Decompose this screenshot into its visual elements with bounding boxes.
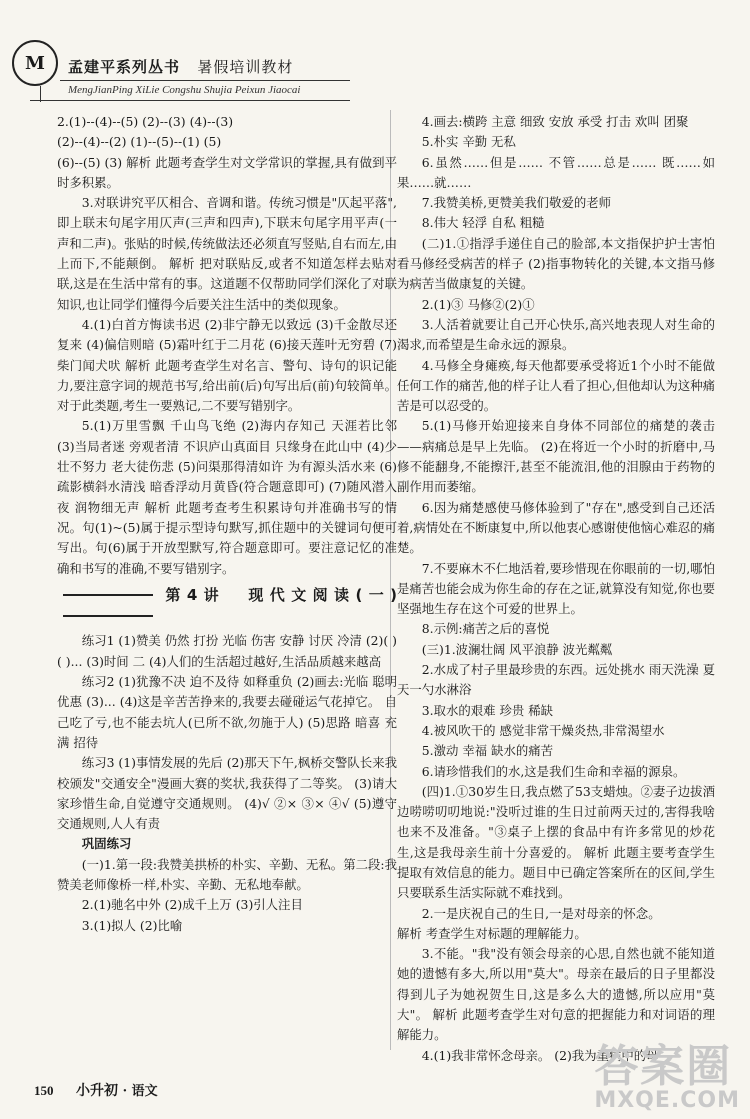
watermark [594, 1041, 740, 1113]
exercise-item: (一)1.第一段:我赞美拱桥的朴实、辛勤、无私。第二段:我赞美老师像桥一样,朴实、辛勤、无私地奉献。 [57, 856, 397, 892]
series-title [68, 56, 293, 77]
answer-item: 8.伟大 轻浮 自私 粗糙 [421, 215, 545, 231]
heading-rule-left [63, 594, 153, 596]
page-header [0, 0, 750, 108]
lesson-heading [57, 585, 397, 626]
footer-book-title: 小升初 [76, 1083, 119, 1099]
watermark-text: 答案圈 [594, 1041, 733, 1092]
lesson-title: 现代文阅读(一) [248, 585, 398, 604]
answer-analysis: 解析 考查学生对标题的理解能力。 [397, 925, 587, 941]
answer-item: 3.不能。"我"没有领会母亲的心思,自然也就不能知道她的遗憾有多大,所以用"莫大"。母亲在最后的日子里都没得到儿子为她祝贺生日,这是多么大的遗憾,所以应用"莫大"。 解析 此题考查学生对句意的把握能力和对词语的理解能力。 [397, 946, 715, 1043]
answer-item: (6)--(5) (3) 解析 此题考查学生对文学常识的掌握,具有做到平时多积累。 [57, 154, 397, 190]
answer-item: 2.一是庆祝自己的生日,一是对母亲的怀念。 [421, 905, 661, 921]
answer-item: 4.画去:横跨 主意 细致 安放 承受 打击 欢叫 团聚 [421, 114, 689, 129]
answer-item: 3.取水的艰难 珍贵 稀缺 [421, 702, 554, 718]
answer-item: 5.(1)万里雪飘 千山鸟飞绝 (2)海内存知己 天涯若比邻 (3)当局者迷 旁观者清 不识庐山真面目 只缘身在此山中 (4)少壮不努力 老大徒伤悲 (5)问渠那得清如许 为有源头活水来 (6)疏影横斜水清浅 暗香浮动月黄昏(符合题意即可) (7)随风潜入夜 润物细无声 解析 此题考查考生积累诗句并准确书写的情况。句(1)~(5)属于提示型诗句默写,抓住题中的关键词句便可写出。句(6)属于开放型默写,符合题意即可。要注意记忆的准确和书写的准确,不要写错别字。 [57, 418, 397, 576]
answer-item: 7.我赞美桥,更赞美我们敬爱的老师 [421, 195, 612, 211]
answer-item: 4.(1)我非常怀念母亲。 (2)我为重病中的母 [421, 1047, 659, 1063]
answer-item: 4.马修全身瘫痪,每天他都要承受将近1个小时不能做任何工作的痛苦,他的样子让人看了担心,但他却认为这种痛苦是可以忍受的。 [397, 357, 715, 414]
answer-item: (四)1.①30岁生日,我点燃了53支蜡烛。②妻子边拔酒边唠唠叨叨地说:"没听过谁的生日过前两天过的,害得我啥也来不及准备。"③桌子上摆的食品中有许多常见的炒花生,这是我母亲生前十分喜爱的。 解析 此题主要考查学生提取有效信息的能力。题目中已确定答案所在的区间,学生只要联系生活实际就不难找到。 [397, 783, 715, 901]
right-column [397, 112, 715, 1066]
header-rule-bottom [30, 100, 350, 101]
answer-item: 5.朴实 辛勤 无私 [421, 134, 516, 150]
watermark-url: MXQE.COM [594, 1088, 740, 1113]
page-number: 150 [34, 1083, 54, 1098]
answer-item: 6.虽然……但是…… 不管……总是…… 既……如果……就…… [397, 154, 715, 190]
answer-item: 7.不要麻木不仁地活着,要珍惜现在你眼前的一切,哪怕是痛苦也能会成为你生命的存在之证,就算没有知觉,你也要坚强地生存在这个可爱的世界上。 [397, 560, 715, 617]
footer-subject: · 语文 [122, 1084, 158, 1099]
consolidation-heading: 巩固练习 [81, 836, 132, 852]
exercise-item: 练习3 (1)事情发展的先后 (2)那天下午,枫桥交警队长来我校颁发"交通安全"漫画大赛的奖状,我获得了二等奖。 (3)请大家珍惜生命,自觉遵守交通规则。 (4)√ ②× ③× ④√ (5)遵守交通规则,人人有责 [57, 755, 397, 832]
book-type: 暑假培训教材 [197, 58, 294, 76]
answer-item: (三)1.波澜壮阔 风平浪静 波光粼粼 [421, 641, 613, 657]
exercise-item: 练习2 (1)犹豫不决 迫不及待 如释重负 (2)画去:光临 聪明 优惠 (3)... (4)这是辛苦苦挣来的,我要去碰碰运气花掉它。 自己吃了亏,也不能去坑人(已所不欲,勿施于人) (5)思路 暗喜 充满 招待 [57, 674, 397, 750]
heading-rule-right [63, 615, 153, 617]
series-logo-icon: M [12, 40, 58, 86]
series-name: 孟建平系列丛书 [68, 58, 181, 76]
answer-item: 3.人活着就要让自己开心快乐,高兴地表现人对生命的渴求,而希望是生命永远的源泉。 [397, 316, 715, 353]
answer-item: 2.水成了村子里最珍贵的东西。远处挑水 雨天洗澡 夏天一勺水淋浴 [397, 662, 715, 698]
left-column [57, 112, 397, 936]
page-footer [34, 1080, 158, 1100]
header-rule [60, 80, 350, 81]
answer-item: 2.(1)--(4)--(5) (2)--(3) (4)--(3) [57, 114, 234, 129]
series-pinyin: MengJianPing XiLie Congshu Shujia Peixun Jiaocai [68, 84, 301, 96]
answer-item: 6.因为痛楚感使马修体验到了"存在",感受到自己还活着,病情处在不断康复中,所以他衷心感谢使他恼心难忍的痛楚。 [397, 499, 715, 556]
answer-item: 5.激动 幸福 缺水的痛苦 [421, 743, 554, 759]
answer-item: 6.请珍惜我们的水,这是我们生命和幸福的源泉。 [421, 763, 686, 779]
answer-item: 4.(1)白首方悔读书迟 (2)非宁静无以致远 (3)千金散尽还复来 (4)偏信则暗 (5)霜叶红于二月花 (6)接天莲叶无穷碧 (7)柴门闻犬吠 解析 此题考查学生对名言、警句、诗句的识记能力,要注意字词的规范书写,给出前(后)句写出后(前)句较简单。对于此类题,考生一要熟记,二不要写错别字。 [57, 316, 397, 414]
lesson-number: 第4讲 [159, 585, 226, 604]
answer-item: 3.对联讲究平仄相合、音调和谐。传统习惯是"仄起平落",即上联末句尾字用仄声(三声和四声),下联末句尾字用平声(一声和二声)。张贴的时候,传统做法还必须直写竖贴,自右而左,由上而下,不能颠倒。 解析 把对联贴反,或者不知道怎样去贴对联,这是在生活中常有的事。这道题不仅帮助同学们深化了对联知识,也让同学们懂得今后要关注生活中的类似现象。 [57, 195, 397, 312]
answer-item: 5.(1)马修开始迎接来自身体不同部位的痛楚的袭击——病痛总是早上先临。 (2)在将近一个小时的折磨中,马修不能翻身,不能擦汗,甚至不能流泪,他的泪腺由于药物的副作用而萎缩。 [397, 418, 715, 495]
answer-item: 4.被风吹干的 感觉非常干燥炎热,非常渴望水 [421, 722, 665, 738]
answer-item: 2.(1)③ 马修②(2)① [421, 296, 535, 312]
exercise-item: 3.(1)拟人 (2)比喻 [81, 917, 183, 933]
exercise-item: 练习1 (1)赞美 仍然 打扮 光临 伤害 安静 讨厌 冷清 (2)( )( )... (3)时间 二 (4)人们的生活超过越好,生活品质越来越高 [57, 633, 397, 669]
answer-item: (2)--(4)--(2) (1)--(5)--(1) (5) [57, 134, 222, 150]
answer-item: (二)1.①指浮手递住自己的脸部,本文指保护护士害怕看马修经受病苦的样子 (2)指事物转化的关键,本文指马修为病苦当做康复的关键。 [397, 235, 715, 292]
answer-item: 8.示例:痛苦之后的喜悦 [421, 621, 550, 637]
exercise-item: 2.(1)驰名中外 (2)成千上万 (3)引人注目 [81, 897, 303, 913]
